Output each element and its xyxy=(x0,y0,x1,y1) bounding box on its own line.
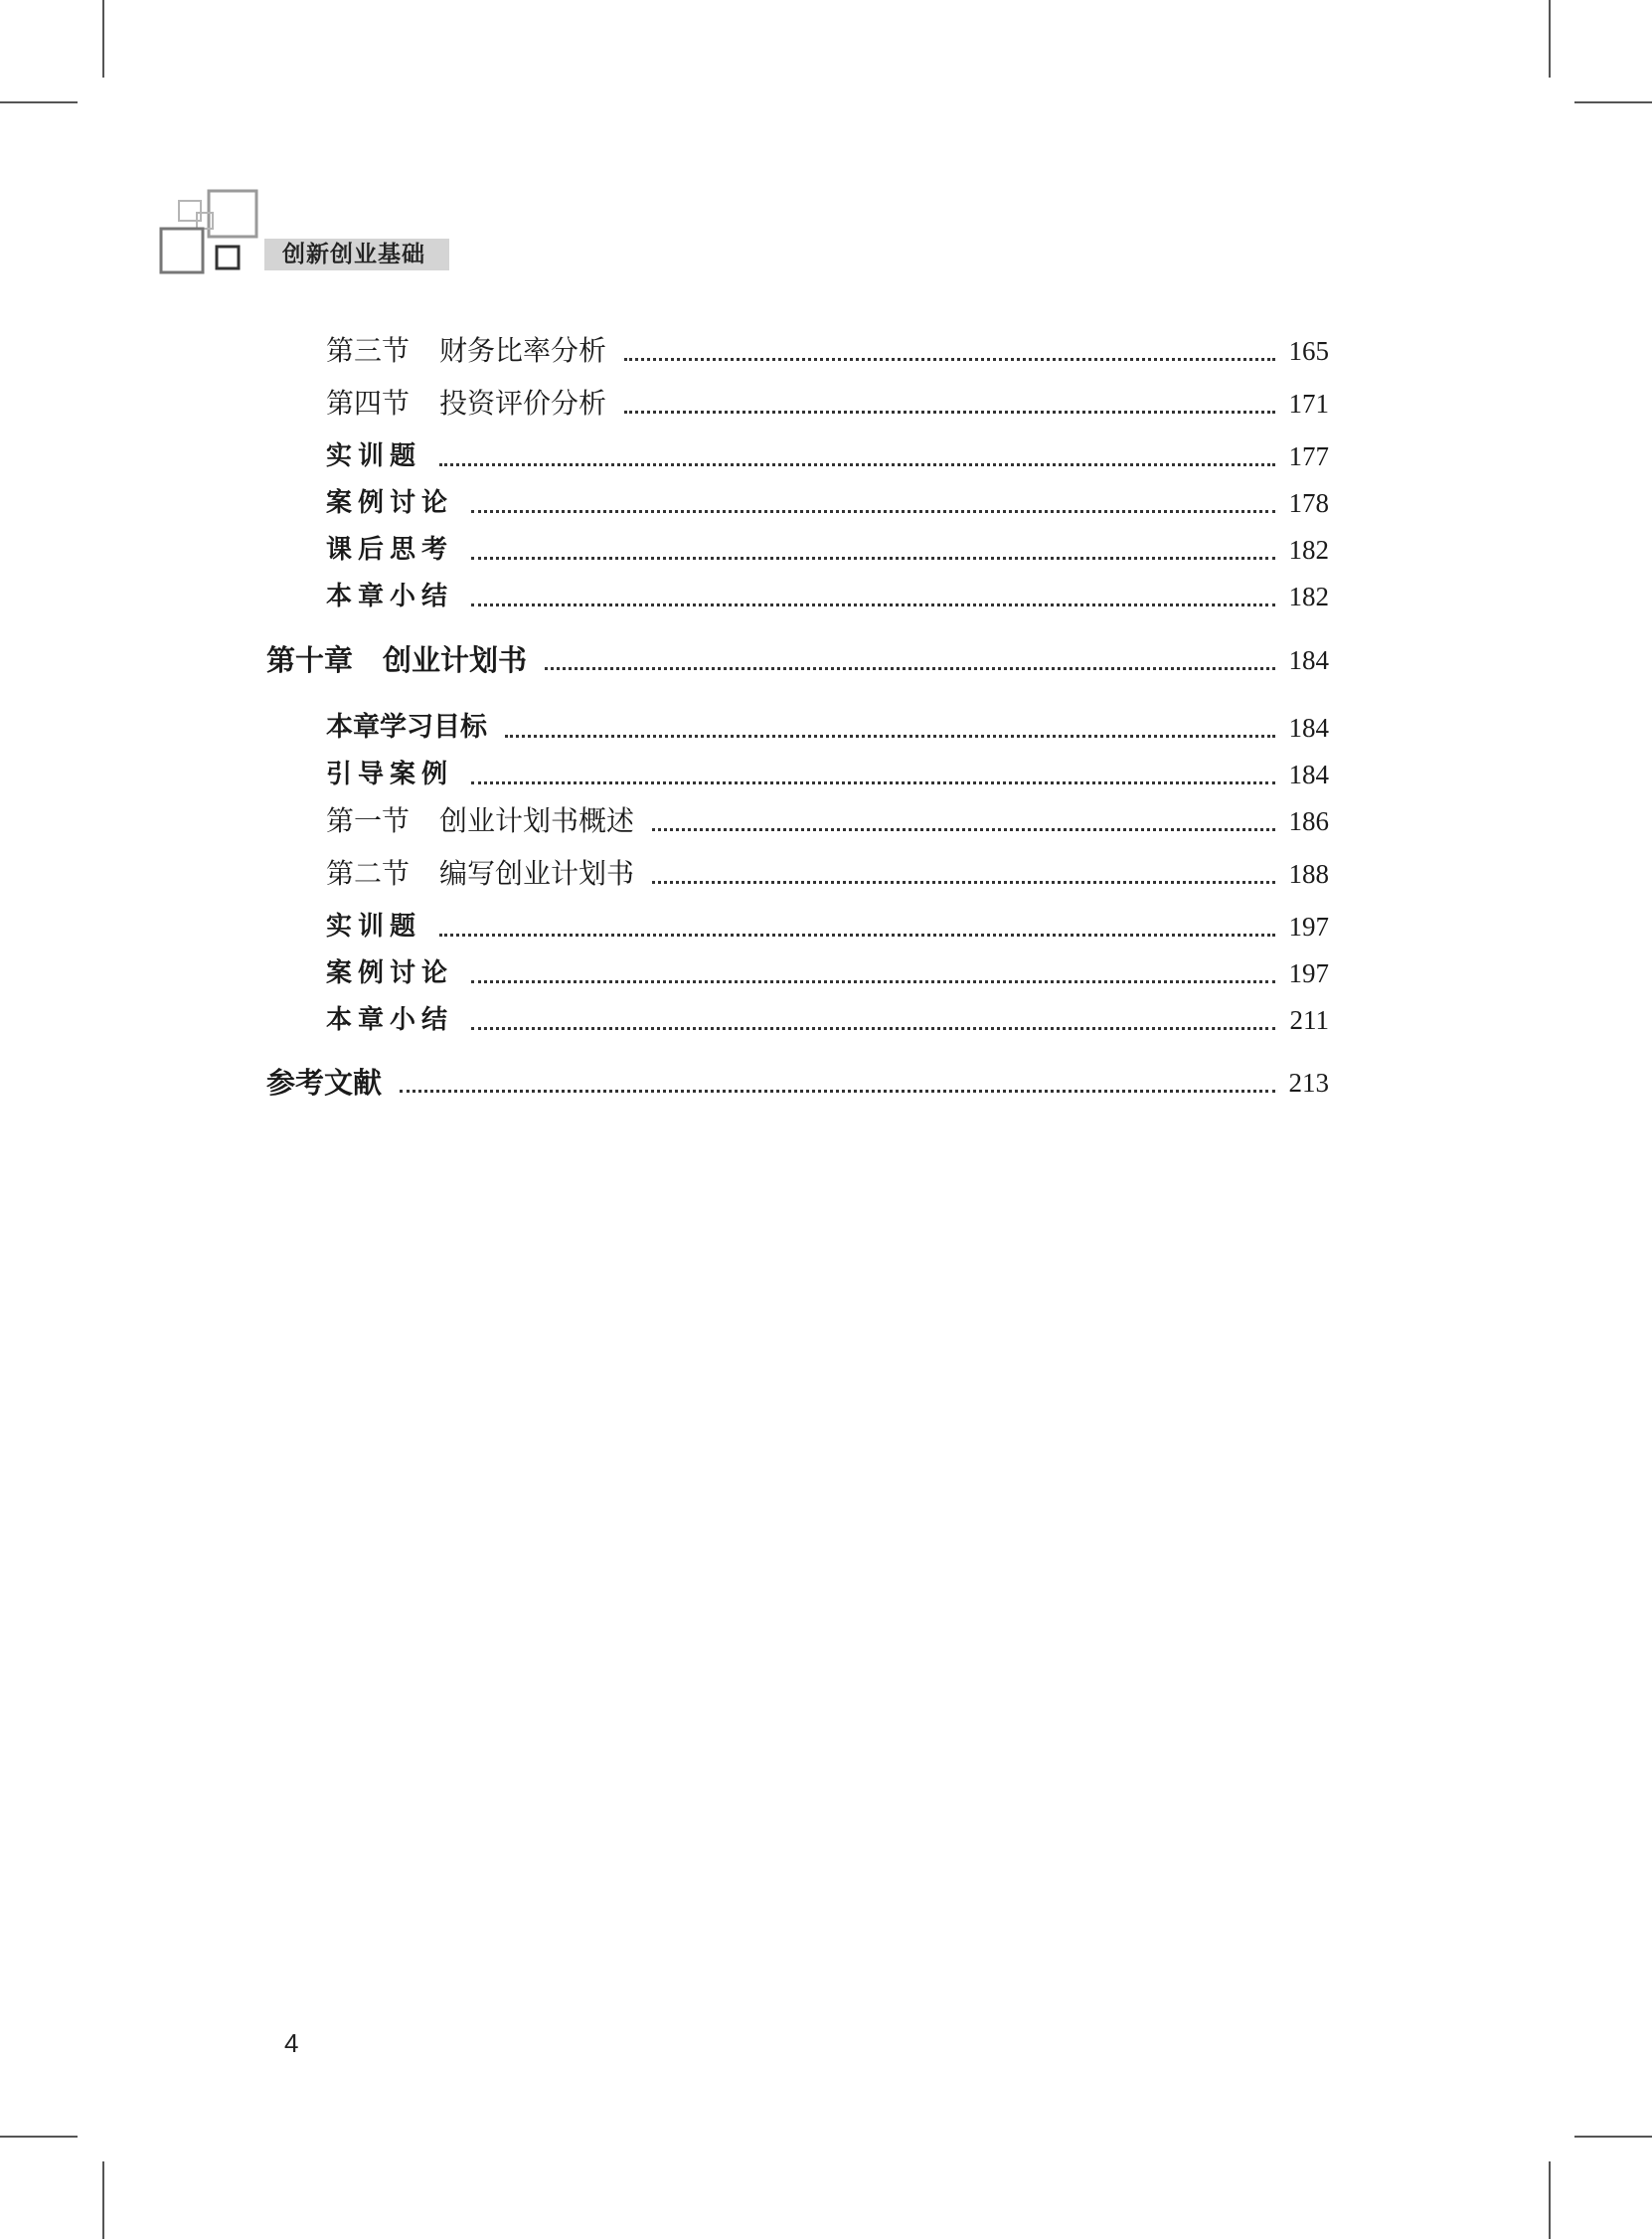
toc-entry[interactable] xyxy=(326,530,1329,570)
toc-entry-title: 投资评价分析 xyxy=(439,387,607,420)
toc-entry[interactable] xyxy=(326,1000,1329,1040)
toc-chapter-title: 创业计划书 xyxy=(383,643,528,677)
toc-entry-title: 本章小结 xyxy=(326,582,454,611)
toc-entry[interactable] xyxy=(326,953,1329,993)
toc-entry-page: 182 xyxy=(1288,535,1329,565)
toc-entry-title: 实训题 xyxy=(326,441,422,471)
crop-mark xyxy=(102,0,104,78)
toc-leader xyxy=(471,781,1275,784)
toc-leader xyxy=(545,667,1275,670)
toc-entry-title: 财务比率分析 xyxy=(439,334,607,367)
crop-mark xyxy=(1549,2161,1551,2239)
toc-entry[interactable] xyxy=(326,577,1329,616)
toc-entry-page: 186 xyxy=(1288,806,1329,836)
toc-entry-page: 184 xyxy=(1288,713,1329,743)
toc-chapter-entry[interactable] xyxy=(266,1063,1329,1103)
crop-mark xyxy=(1574,101,1652,103)
toc-entry-page: 184 xyxy=(1288,760,1329,789)
toc-entry-title: 本章小结 xyxy=(326,1005,454,1035)
toc-entry[interactable] xyxy=(326,708,1329,748)
toc-entry-title: 实训题 xyxy=(326,912,422,942)
toc-leader xyxy=(652,828,1275,831)
toc-entry-number: 第二节 xyxy=(326,857,411,890)
toc-entry[interactable] xyxy=(326,854,1329,894)
toc-entry-page: 165 xyxy=(1288,336,1329,366)
header-logo-icon xyxy=(159,189,264,278)
toc-chapter-title: 参考文献 xyxy=(266,1066,383,1100)
running-header-title: 创新创业基础 xyxy=(282,241,425,267)
toc-leader xyxy=(471,510,1275,513)
crop-mark xyxy=(0,101,78,103)
toc-entry-title: 案例讨论 xyxy=(326,488,454,518)
toc-entry-page: 182 xyxy=(1288,582,1329,611)
toc-entry[interactable] xyxy=(326,801,1329,841)
toc-entry-page: 171 xyxy=(1288,389,1329,419)
toc-leader xyxy=(439,463,1275,466)
toc-entry-title: 编写创业计划书 xyxy=(439,857,635,890)
toc-entry-page: 188 xyxy=(1288,859,1329,889)
toc-entry[interactable] xyxy=(326,755,1329,794)
toc-entry-page: 213 xyxy=(1288,1068,1329,1098)
toc-leader xyxy=(652,881,1275,884)
page-number: 4 xyxy=(284,2028,299,2058)
crop-mark xyxy=(1549,0,1551,78)
toc-entry-title: 引导案例 xyxy=(326,760,454,789)
toc-chapter-entry[interactable] xyxy=(266,640,1329,680)
toc-entry-number: 第一节 xyxy=(326,804,411,837)
toc-entry-title: 本章学习目标 xyxy=(326,712,487,743)
toc-entry-page: 211 xyxy=(1289,1005,1329,1035)
toc-leader xyxy=(439,934,1275,937)
toc-leader xyxy=(471,557,1275,560)
toc-entry[interactable] xyxy=(326,331,1329,371)
toc-entry-title: 案例讨论 xyxy=(326,958,454,988)
toc-leader xyxy=(471,1027,1275,1030)
toc-leader xyxy=(505,735,1275,738)
toc-leader xyxy=(624,411,1275,414)
crop-mark xyxy=(102,2161,104,2239)
crop-mark xyxy=(1574,2136,1652,2138)
toc-entry-page: 197 xyxy=(1288,958,1329,988)
toc-leader xyxy=(624,358,1275,361)
toc-entry[interactable] xyxy=(326,384,1329,424)
toc-chapter-number: 第十章 xyxy=(266,643,354,677)
toc-leader xyxy=(471,980,1275,983)
toc-leader xyxy=(471,603,1275,606)
toc-entry-page: 177 xyxy=(1288,441,1329,471)
toc-leader xyxy=(400,1090,1275,1093)
toc-entry[interactable] xyxy=(326,483,1329,523)
toc-entry-page: 197 xyxy=(1288,912,1329,942)
crop-mark xyxy=(0,2136,78,2138)
toc-entry-page: 178 xyxy=(1288,488,1329,518)
toc-entry-title: 课后思考 xyxy=(326,535,454,565)
toc-entry-number: 第三节 xyxy=(326,334,411,367)
toc-entry-number: 第四节 xyxy=(326,387,411,420)
toc-entry[interactable] xyxy=(326,907,1329,947)
toc-entry-page: 184 xyxy=(1288,645,1329,675)
toc-entry-title: 创业计划书概述 xyxy=(439,804,635,837)
toc-entry[interactable] xyxy=(326,436,1329,476)
